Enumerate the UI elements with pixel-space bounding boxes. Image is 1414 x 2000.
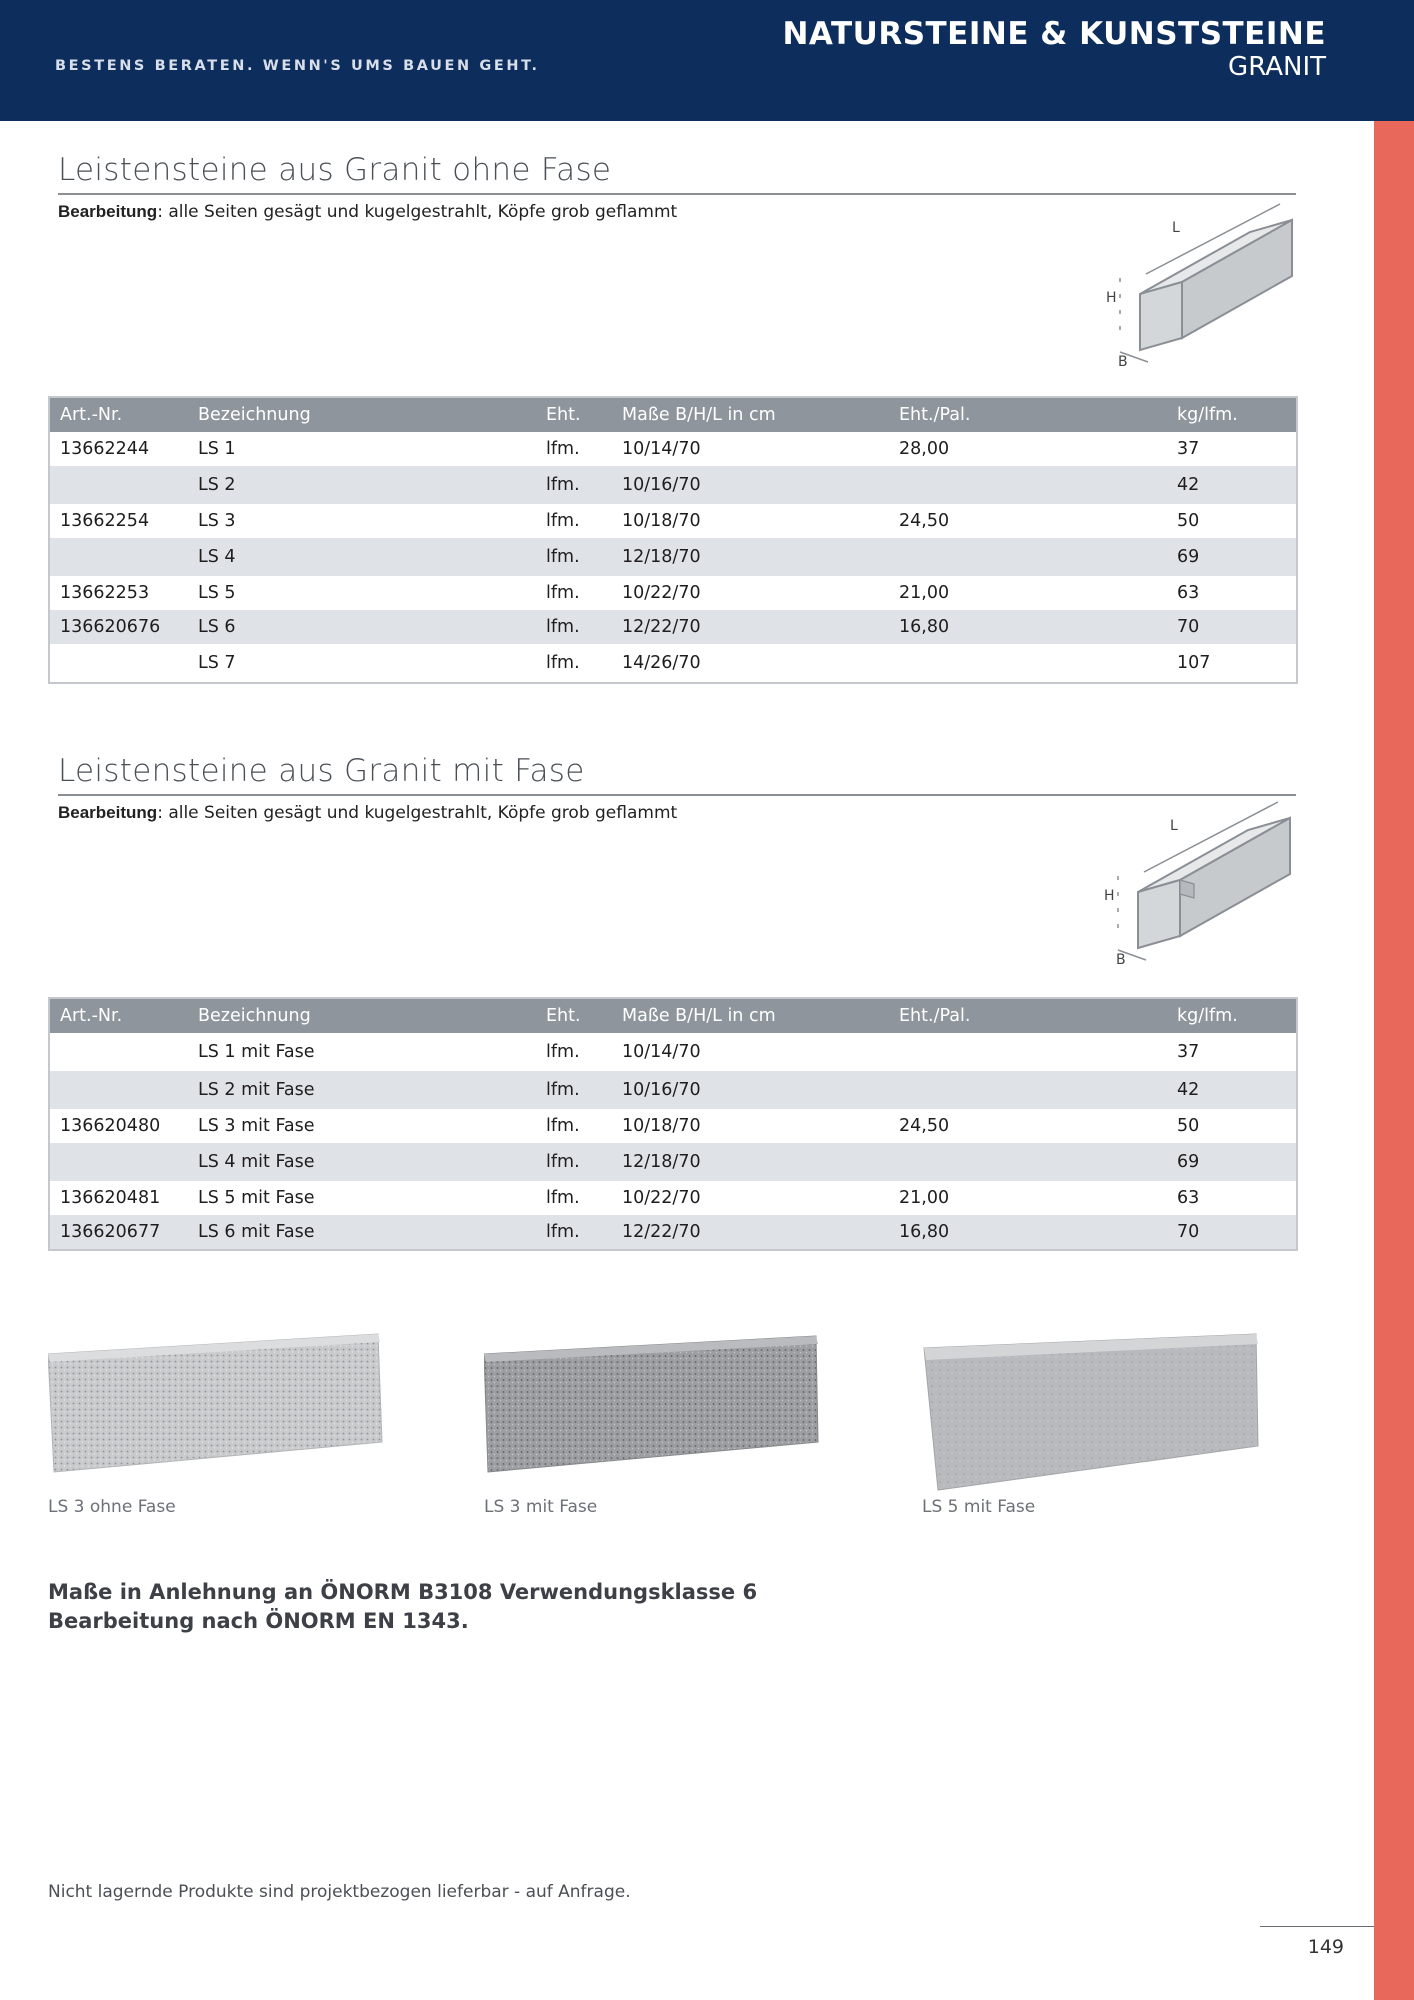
cell-name: LS 1 [198, 439, 236, 459]
cell-eht: lfm. [546, 1042, 580, 1062]
photo-ls3-mit-fase [484, 1330, 824, 1480]
table-row [49, 576, 1297, 610]
cell-pal [889, 538, 1167, 576]
cell-eht: lfm. [536, 1143, 612, 1181]
section2-note-label: Bearbeitung [58, 803, 158, 822]
cell-name: LS 6 [188, 610, 536, 644]
section2-table [48, 997, 1298, 1251]
cell-pal [889, 1071, 1167, 1109]
cell-mass: 12/18/70 [612, 538, 889, 576]
cell-mass: 10/16/70 [612, 466, 889, 504]
cell-mass: 12/22/70 [612, 610, 889, 644]
table-row [49, 432, 1297, 466]
cell-art: 13662253 [60, 583, 150, 603]
cell-pal: 21,00 [899, 583, 950, 603]
cell-art: 136620677 [49, 1215, 188, 1250]
page-number: 149 [1307, 1936, 1344, 1958]
cell-name: LS 1 mit Fase [198, 1042, 315, 1062]
section1-note [58, 202, 677, 222]
cell-name: LS 2 [188, 466, 536, 504]
col-masse: Maße B/H/L in cm [612, 397, 889, 432]
cell-art: 13662244 [60, 439, 150, 459]
photo-caption: LS 5 mit Fase [922, 1497, 1036, 1517]
table-row [49, 644, 1297, 683]
cell-art [49, 1033, 188, 1071]
norm-line: Bearbeitung nach ÖNORM EN 1343. [48, 1609, 469, 1633]
table-row [49, 504, 1297, 538]
col-kg-lfm: kg/lfm. [1167, 998, 1297, 1033]
cell-name: LS 7 [198, 653, 236, 673]
section1-diagram-label-b: B [1118, 354, 1128, 370]
table-row [49, 1071, 1297, 1109]
cell-eht: lfm. [536, 538, 612, 576]
cell-art [49, 466, 188, 504]
cell-eht: lfm. [546, 439, 580, 459]
cell-eht: lfm. [536, 466, 612, 504]
table-header-row [49, 998, 1297, 1033]
subcategory-title: GRANIT [1228, 52, 1326, 82]
cell-pal: 24,50 [899, 1116, 950, 1136]
cell-kg: 37 [1177, 439, 1200, 459]
cell-mass: 10/14/70 [622, 1042, 701, 1062]
cell-pal: 21,00 [899, 1188, 950, 1208]
table-row [49, 1109, 1297, 1143]
cell-art: 13662254 [60, 511, 150, 531]
section2-note [58, 803, 677, 823]
cell-kg: 107 [1177, 653, 1211, 673]
cell-kg: 42 [1167, 1071, 1297, 1109]
col-eht: Eht. [536, 397, 612, 432]
cell-eht: lfm. [546, 583, 580, 603]
cell-mass: 12/22/70 [612, 1215, 889, 1250]
cell-eht: lfm. [536, 1215, 612, 1250]
table-row [49, 1215, 1297, 1250]
cell-kg: 70 [1167, 1215, 1297, 1250]
cell-pal [889, 1143, 1167, 1181]
cell-name: LS 5 [198, 583, 236, 603]
norm-notes [48, 1578, 757, 1636]
col-art-nr: Art.-Nr. [49, 397, 188, 432]
section2-note-text: : alle Seiten gesägt und kugelgestrahlt, Köpfe grob geflammt [157, 803, 678, 823]
section2-diagram-label-l: L [1170, 818, 1178, 834]
cell-name: LS 6 mit Fase [188, 1215, 536, 1250]
cell-kg: 37 [1177, 1042, 1200, 1062]
table-row [49, 610, 1297, 644]
table-row [49, 1143, 1297, 1181]
table-row [49, 1181, 1297, 1215]
cell-kg: 50 [1177, 511, 1200, 531]
cell-kg: 63 [1177, 1188, 1200, 1208]
col-bezeichnung: Bezeichnung [188, 397, 536, 432]
cell-pal: 24,50 [899, 511, 950, 531]
photo-ls5-mit-fase [922, 1328, 1262, 1498]
cell-name: LS 4 [188, 538, 536, 576]
col-eht-pal: Eht./Pal. [889, 998, 1167, 1033]
col-eht: Eht. [536, 998, 612, 1033]
cell-kg: 42 [1167, 466, 1297, 504]
cell-kg: 50 [1177, 1116, 1200, 1136]
cell-name: LS 3 [198, 511, 236, 531]
cell-eht: lfm. [546, 1188, 580, 1208]
section1-title: Leistensteine aus Granit ohne Fase [58, 152, 612, 188]
cell-art: 136620481 [60, 1188, 161, 1208]
cell-eht: lfm. [546, 653, 580, 673]
header-banner [0, 0, 1414, 121]
col-art-nr: Art.-Nr. [49, 998, 188, 1033]
category-title: NATURSTEINE & KUNSTSTEINE [782, 16, 1326, 52]
section2-diagram-label-b: B [1116, 952, 1126, 968]
page-number-rule [1260, 1926, 1374, 1927]
cell-mass: 14/26/70 [622, 653, 701, 673]
section2-dimension-diagram [1098, 800, 1298, 970]
section1-diagram-label-l: L [1172, 220, 1180, 236]
section2-title: Leistensteine aus Granit mit Fase [58, 753, 585, 789]
col-masse: Maße B/H/L in cm [612, 998, 889, 1033]
cell-pal [889, 466, 1167, 504]
table-header-row [49, 397, 1297, 432]
cell-art [49, 538, 188, 576]
cell-pal: 28,00 [899, 439, 950, 459]
cell-eht: lfm. [546, 1116, 580, 1136]
cell-mass: 10/18/70 [622, 511, 701, 531]
col-bezeichnung: Bezeichnung [188, 998, 536, 1033]
cell-pal [889, 644, 1167, 683]
cell-mass: 10/18/70 [622, 1116, 701, 1136]
cell-mass: 10/22/70 [622, 583, 701, 603]
cell-name: LS 4 mit Fase [188, 1143, 536, 1181]
col-kg-lfm: kg/lfm. [1167, 397, 1297, 432]
section1-rule [58, 193, 1296, 195]
photo-caption: LS 3 mit Fase [484, 1497, 598, 1517]
section1-note-text: : alle Seiten gesägt und kugelgestrahlt, Köpfe grob geflammt [157, 202, 678, 222]
section2-diagram-label-h: H [1104, 888, 1115, 904]
cell-name: LS 5 mit Fase [198, 1188, 315, 1208]
cell-art: 136620676 [49, 610, 188, 644]
table-row [49, 1033, 1297, 1071]
photo-ls3-ohne-fase [48, 1330, 388, 1480]
cell-eht: lfm. [546, 511, 580, 531]
cell-mass: 10/16/70 [612, 1071, 889, 1109]
cell-name: LS 2 mit Fase [188, 1071, 536, 1109]
accent-sidebar [1374, 121, 1414, 2000]
section1-table [48, 396, 1298, 684]
section1-diagram-label-h: H [1106, 290, 1117, 306]
cell-pal: 16,80 [889, 1215, 1167, 1250]
cell-art [49, 644, 188, 683]
cell-mass: 10/22/70 [622, 1188, 701, 1208]
cell-kg: 69 [1167, 538, 1297, 576]
cell-name: LS 3 mit Fase [198, 1116, 315, 1136]
cell-kg: 63 [1177, 583, 1200, 603]
section1-note-label: Bearbeitung [58, 202, 158, 221]
section1-dimension-diagram [1100, 202, 1300, 372]
cell-mass: 10/14/70 [622, 439, 701, 459]
cell-art [49, 1143, 188, 1181]
norm-line: Maße in Anlehnung an ÖNORM B3108 Verwendungsklasse 6 [48, 1580, 758, 1604]
cell-pal [889, 1033, 1167, 1071]
cell-kg: 69 [1167, 1143, 1297, 1181]
table-row [49, 538, 1297, 576]
photo-caption: LS 3 ohne Fase [48, 1497, 176, 1517]
cell-art: 136620480 [60, 1116, 161, 1136]
cell-mass: 12/18/70 [612, 1143, 889, 1181]
cell-pal: 16,80 [889, 610, 1167, 644]
cell-art [49, 1071, 188, 1109]
cell-kg: 70 [1167, 610, 1297, 644]
table-row [49, 466, 1297, 504]
col-eht-pal: Eht./Pal. [889, 397, 1167, 432]
footnote: Nicht lagernde Produkte sind projektbezogen lieferbar - auf Anfrage. [48, 1882, 631, 1902]
cell-eht: lfm. [536, 1071, 612, 1109]
tagline: BESTENS BERATEN. WENN'S UMS BAUEN GEHT. [55, 58, 540, 74]
section2-rule [58, 794, 1296, 796]
cell-eht: lfm. [536, 610, 612, 644]
